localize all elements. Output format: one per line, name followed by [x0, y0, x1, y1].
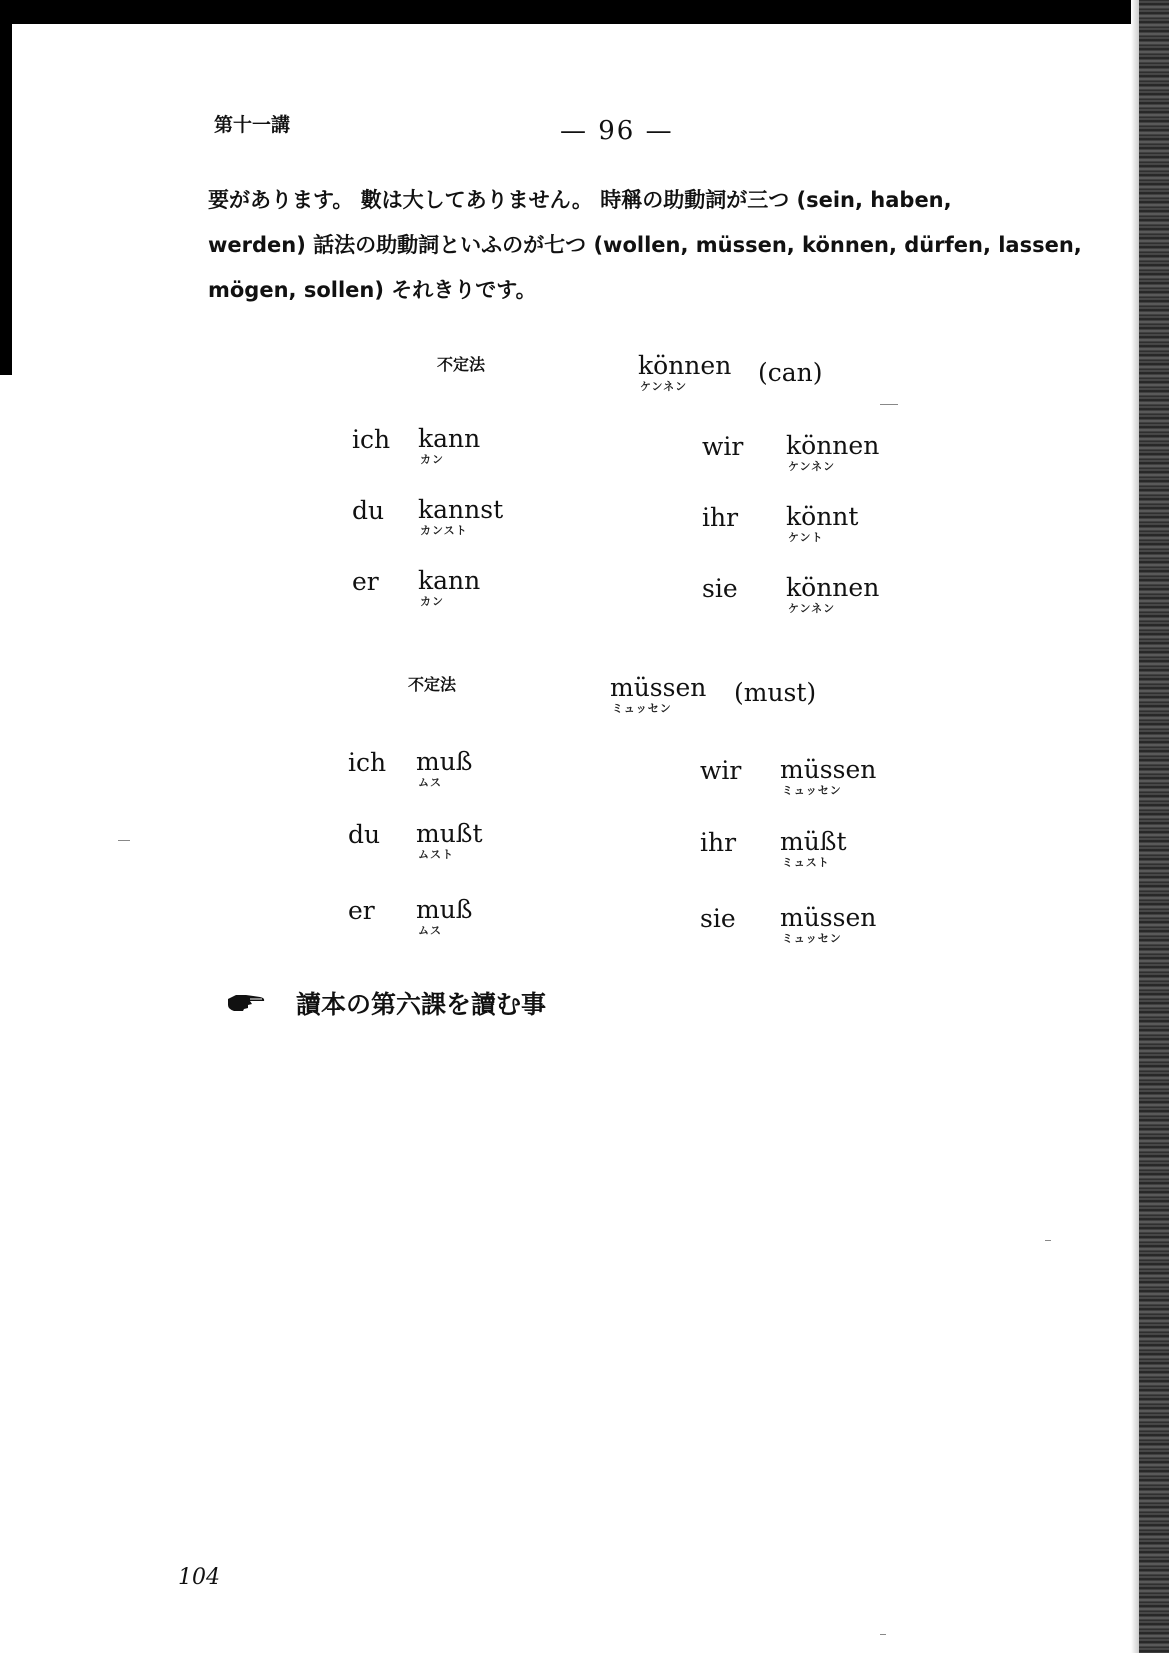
paragraph-line: werden) 話法の助動詞といふのが七つ (wollen, müssen, können, dürfen, lassen, [208, 233, 1082, 257]
verb-form [418, 567, 480, 609]
verb-form [416, 748, 473, 790]
reading-assignment-note [226, 985, 546, 1021]
body-paragraph [208, 178, 1082, 313]
verb-word: können [638, 351, 732, 380]
verb-form-reading: ケント [788, 531, 824, 544]
verb-form [786, 574, 879, 616]
pronoun: ich [348, 748, 387, 777]
verb-form-word: können [786, 431, 880, 460]
verb-form [416, 820, 483, 862]
infinitive-label: 不定法 [408, 675, 457, 694]
verb-form-word: kannst [418, 495, 504, 524]
english-gloss: (can) [758, 358, 823, 387]
reading-assignment-text: 讀本の第六課を讀む事 [296, 990, 547, 1019]
verb-form-word: müßt [780, 827, 847, 856]
pronoun: er [352, 567, 379, 596]
paragraph-line: mögen, sollen) それきりです。 [208, 278, 537, 302]
verb-form-word: können [786, 573, 880, 602]
verb-form-word: muß [416, 895, 473, 924]
pronoun: du [352, 496, 385, 525]
verb-form-word: muß [416, 747, 473, 776]
verb-form-reading: ミュッセン [782, 784, 842, 797]
verb-reading: ケンネン [640, 380, 688, 393]
scan-border-right [1139, 0, 1169, 1653]
verb-form-reading: ミュスト [782, 856, 830, 869]
page-edge [1131, 0, 1139, 1653]
lesson-header: 第十一講 [214, 114, 291, 136]
verb-form [418, 496, 503, 538]
pronoun: ihr [700, 828, 737, 857]
verb-form [780, 828, 847, 870]
verb-form-reading: ムス [418, 924, 442, 937]
verb-form-reading: ケンネン [788, 602, 836, 615]
verb-form-reading: ミュッセン [782, 932, 842, 945]
infinitive-label: 不定法 [437, 355, 486, 374]
verb-form-word: kann [418, 566, 481, 595]
verb-form-reading: ケンネン [788, 460, 836, 473]
verb-form [780, 904, 876, 946]
pronoun: sie [702, 574, 738, 603]
verb-form-reading: カンスト [420, 524, 468, 537]
scan-page-number: 104 [178, 1565, 220, 1590]
scan-border-top [0, 0, 1169, 24]
verb-form-reading: カン [420, 595, 444, 608]
verb-form [786, 503, 858, 545]
verb-form [418, 425, 480, 467]
scan-speck [1045, 1240, 1051, 1241]
pronoun: ihr [702, 503, 739, 532]
verb-form-word: kann [418, 424, 481, 453]
verb-form [780, 756, 876, 798]
verb-form-reading: ムスト [418, 848, 454, 861]
pronoun: wir [702, 432, 744, 461]
scan-speck [880, 404, 898, 405]
pronoun: du [348, 820, 381, 849]
verb-form [786, 432, 879, 474]
scan-speck [118, 840, 130, 841]
verb-form-word: müssen [780, 755, 877, 784]
scan-border-left [0, 0, 12, 375]
verb-form-word: könnt [786, 502, 859, 531]
verb-form-word: müssen [780, 903, 877, 932]
english-gloss: (must) [734, 678, 817, 707]
verb-word: müssen [610, 673, 707, 702]
verb-form-reading: ムス [418, 776, 442, 789]
infinitive-verb [610, 674, 706, 716]
verb-form-reading: カン [420, 453, 444, 466]
scan-speck [880, 1634, 886, 1635]
verb-form [416, 896, 473, 938]
pronoun: wir [700, 756, 742, 785]
paragraph-line: 要があります。 數は大してありません。 時稱の助動詞が三つ (sein, haben, [208, 188, 952, 212]
pronoun: ich [352, 425, 391, 454]
pronoun: sie [700, 904, 736, 933]
verb-reading: ミュッセン [612, 702, 672, 715]
page-header-number: — 96 — [560, 116, 674, 146]
verb-form-word: mußt [416, 819, 483, 848]
infinitive-verb [638, 352, 731, 394]
pointing-hand-icon [226, 991, 266, 1015]
pronoun: er [348, 896, 375, 925]
